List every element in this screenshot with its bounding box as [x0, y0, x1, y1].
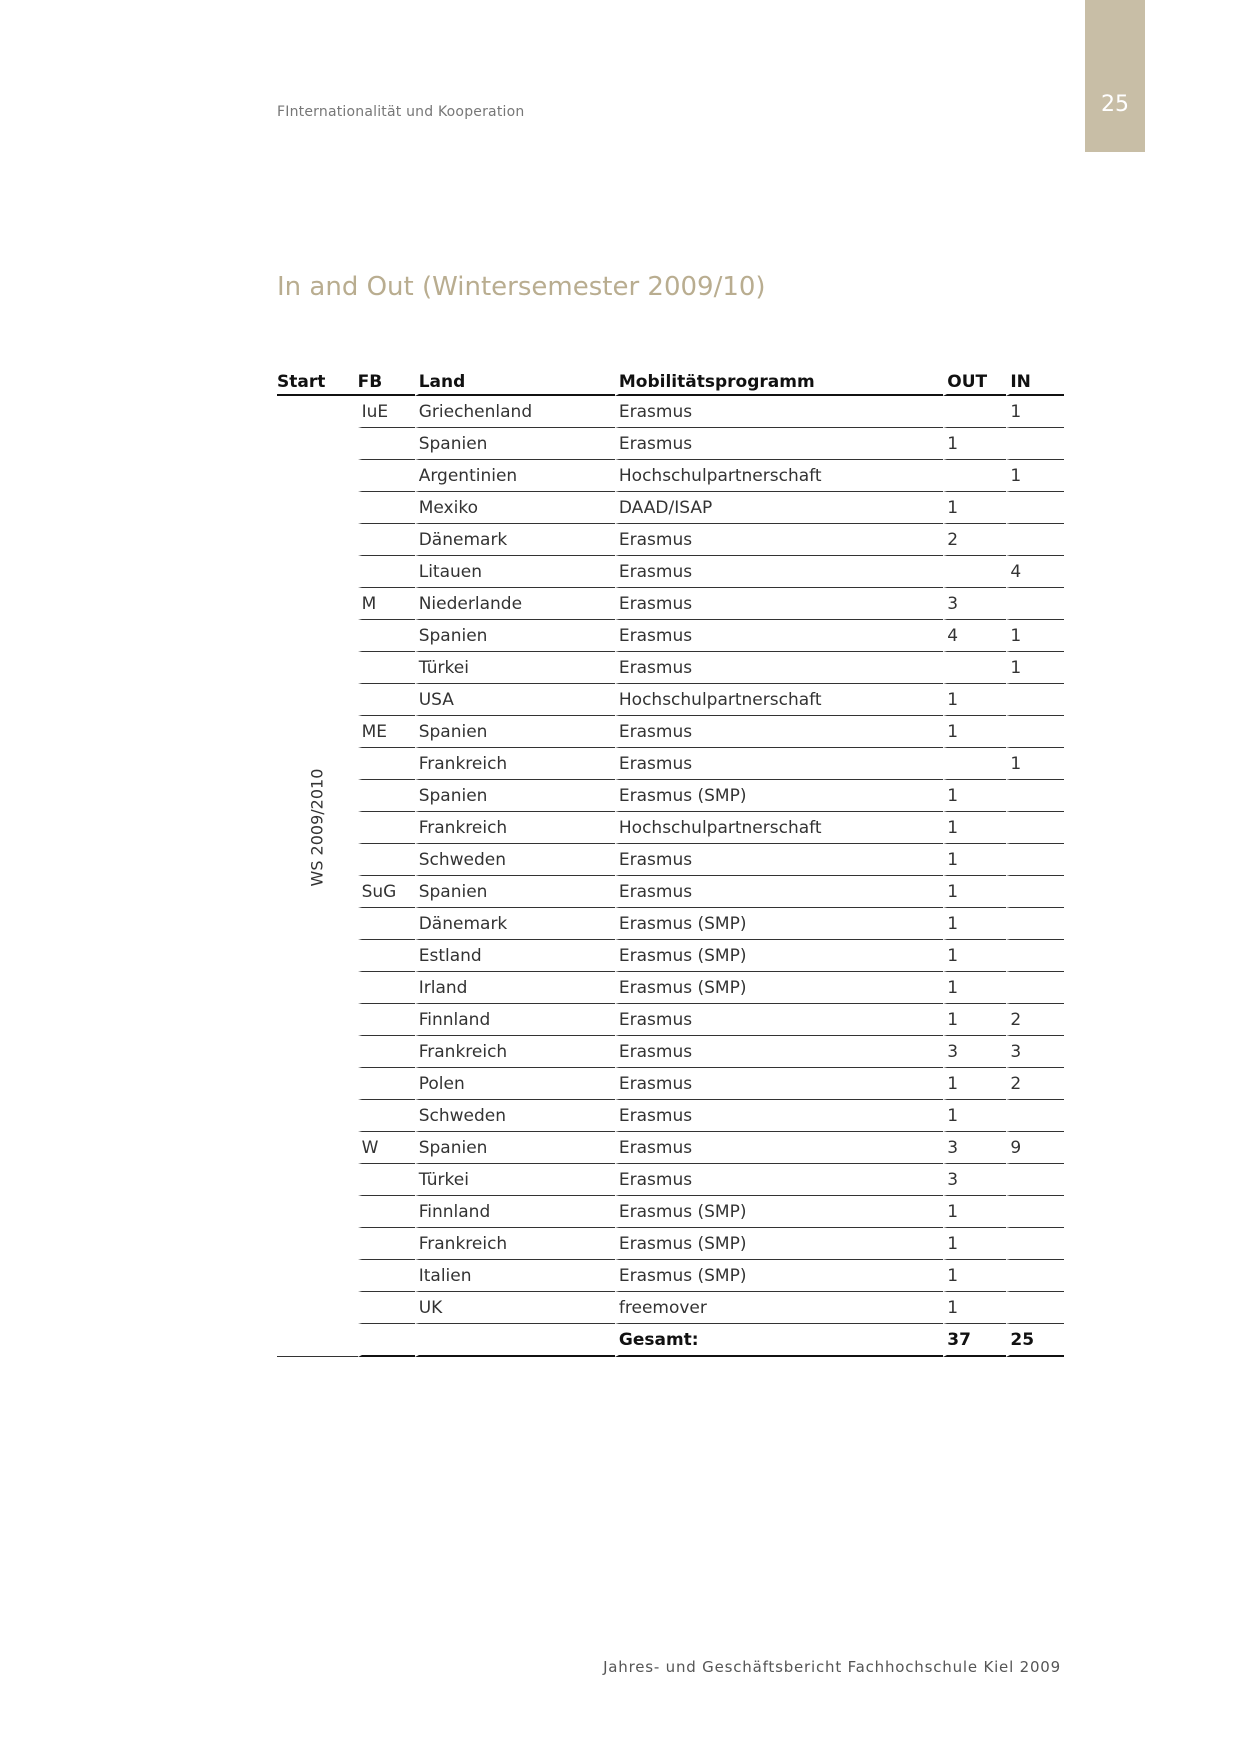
- land-cell: Griechenland: [415, 396, 615, 428]
- out-cell: 1: [943, 428, 1006, 460]
- program-cell: Hochschulpartnerschaft: [615, 460, 943, 492]
- fb-cell: [358, 460, 415, 492]
- table-row: [277, 652, 1064, 684]
- fb-cell: W: [358, 1132, 415, 1164]
- table-row: [277, 812, 1064, 844]
- out-cell: 1: [943, 844, 1006, 876]
- program-cell: Erasmus: [615, 1068, 943, 1100]
- fb-cell: [358, 972, 415, 1004]
- table-row: [277, 876, 1064, 908]
- column-header-out: OUT: [943, 362, 1006, 396]
- table-row: [277, 1132, 1064, 1164]
- fb-cell: IuE: [358, 396, 415, 428]
- in-cell: [1006, 940, 1064, 972]
- out-cell: [943, 396, 1006, 428]
- land-cell: Dänemark: [415, 524, 615, 556]
- out-cell: 1: [943, 940, 1006, 972]
- land-cell: Spanien: [415, 1132, 615, 1164]
- land-cell: Türkei: [415, 1164, 615, 1196]
- table-row: [277, 1036, 1064, 1068]
- total-out: 37: [943, 1324, 1006, 1357]
- program-cell: Hochschulpartnerschaft: [615, 684, 943, 716]
- out-cell: [943, 652, 1006, 684]
- column-header-land: Land: [415, 362, 615, 396]
- in-cell: [1006, 780, 1064, 812]
- fb-cell: [358, 844, 415, 876]
- program-cell: Erasmus: [615, 396, 943, 428]
- out-cell: [943, 460, 1006, 492]
- land-cell: Estland: [415, 940, 615, 972]
- table-row: [277, 1004, 1064, 1036]
- fb-cell: [358, 1228, 415, 1260]
- table-row: [277, 396, 1064, 428]
- in-cell: [1006, 972, 1064, 1004]
- fb-cell: [358, 940, 415, 972]
- land-cell: Frankreich: [415, 748, 615, 780]
- table-row: [277, 716, 1064, 748]
- land-cell: Niederlande: [415, 588, 615, 620]
- fb-cell: [358, 908, 415, 940]
- in-cell: [1006, 428, 1064, 460]
- in-cell: 1: [1006, 396, 1064, 428]
- out-cell: 1: [943, 1228, 1006, 1260]
- page-tab: [1085, 0, 1145, 152]
- table-body: [277, 396, 1064, 1357]
- in-cell: 1: [1006, 460, 1064, 492]
- in-cell: [1006, 1100, 1064, 1132]
- out-cell: 1: [943, 1292, 1006, 1324]
- program-cell: Erasmus: [615, 428, 943, 460]
- fb-cell: ME: [358, 716, 415, 748]
- table-row: [277, 1068, 1064, 1100]
- in-cell: [1006, 876, 1064, 908]
- in-cell: 3: [1006, 1036, 1064, 1068]
- table-row: [277, 1292, 1064, 1324]
- in-cell: [1006, 716, 1064, 748]
- total-land-cell: [415, 1324, 615, 1357]
- total-fb-cell: [358, 1324, 415, 1357]
- program-cell: Erasmus: [615, 748, 943, 780]
- page-footer: Jahres- und Geschäftsbericht Fachhochschule Kiel 2009: [603, 1658, 1061, 1676]
- fb-cell: [358, 620, 415, 652]
- running-header: FInternationalität und Kooperation: [277, 104, 525, 120]
- table-row: [277, 748, 1064, 780]
- land-cell: Argentinien: [415, 460, 615, 492]
- table-row: [277, 1196, 1064, 1228]
- out-cell: 1: [943, 1004, 1006, 1036]
- program-cell: Erasmus (SMP): [615, 780, 943, 812]
- land-cell: Spanien: [415, 876, 615, 908]
- fb-cell: [358, 684, 415, 716]
- out-cell: 3: [943, 1132, 1006, 1164]
- in-cell: [1006, 492, 1064, 524]
- land-cell: Italien: [415, 1260, 615, 1292]
- in-cell: [1006, 1196, 1064, 1228]
- table-row: [277, 588, 1064, 620]
- program-cell: Hochschulpartnerschaft: [615, 812, 943, 844]
- fb-cell: [358, 1004, 415, 1036]
- table-row: [277, 428, 1064, 460]
- land-cell: Türkei: [415, 652, 615, 684]
- fb-cell: [358, 428, 415, 460]
- fb-cell: [358, 1036, 415, 1068]
- fb-cell: [358, 1164, 415, 1196]
- land-cell: Spanien: [415, 716, 615, 748]
- out-cell: [943, 556, 1006, 588]
- table-row: [277, 1100, 1064, 1132]
- in-cell: [1006, 844, 1064, 876]
- fb-cell: [358, 780, 415, 812]
- fb-cell: [358, 524, 415, 556]
- table-row: [277, 524, 1064, 556]
- fb-cell: [358, 1260, 415, 1292]
- program-cell: Erasmus: [615, 1100, 943, 1132]
- table-row: [277, 492, 1064, 524]
- out-cell: 1: [943, 1100, 1006, 1132]
- out-cell: 1: [943, 684, 1006, 716]
- column-header-fb: FB: [358, 362, 415, 396]
- land-cell: Frankreich: [415, 1228, 615, 1260]
- table-header-row: [277, 362, 1064, 396]
- out-cell: 1: [943, 780, 1006, 812]
- table-row: [277, 940, 1064, 972]
- column-header-program: Mobilitätsprogramm: [615, 362, 943, 396]
- total-row: [277, 1324, 1064, 1357]
- program-cell: Erasmus (SMP): [615, 940, 943, 972]
- land-cell: Spanien: [415, 428, 615, 460]
- program-cell: Erasmus (SMP): [615, 1260, 943, 1292]
- out-cell: 1: [943, 876, 1006, 908]
- out-cell: 4: [943, 620, 1006, 652]
- start-cell: [277, 396, 358, 1357]
- start-semester-label: WS 2009/2010: [307, 768, 327, 886]
- in-cell: [1006, 1292, 1064, 1324]
- program-cell: Erasmus (SMP): [615, 972, 943, 1004]
- in-cell: 1: [1006, 748, 1064, 780]
- in-cell: 1: [1006, 652, 1064, 684]
- program-cell: Erasmus: [615, 876, 943, 908]
- out-cell: 3: [943, 1036, 1006, 1068]
- table-row: [277, 1228, 1064, 1260]
- land-cell: USA: [415, 684, 615, 716]
- fb-cell: [358, 748, 415, 780]
- in-cell: 4: [1006, 556, 1064, 588]
- fb-cell: [358, 1068, 415, 1100]
- land-cell: Frankreich: [415, 812, 615, 844]
- table-row: [277, 780, 1064, 812]
- column-header-start: Start: [277, 362, 358, 396]
- out-cell: 1: [943, 1196, 1006, 1228]
- table-row: [277, 1164, 1064, 1196]
- fb-cell: [358, 1196, 415, 1228]
- section-title: In and Out (Wintersemester 2009/10): [277, 272, 766, 302]
- fb-cell: SuG: [358, 876, 415, 908]
- out-cell: 1: [943, 812, 1006, 844]
- total-in: 25: [1006, 1324, 1064, 1357]
- out-cell: 1: [943, 972, 1006, 1004]
- table-row: [277, 908, 1064, 940]
- page-number: 25: [1101, 92, 1129, 117]
- total-label: Gesamt:: [615, 1324, 943, 1357]
- out-cell: 1: [943, 1260, 1006, 1292]
- in-cell: [1006, 1228, 1064, 1260]
- program-cell: Erasmus: [615, 844, 943, 876]
- program-cell: Erasmus: [615, 652, 943, 684]
- fb-cell: [358, 492, 415, 524]
- program-cell: Erasmus (SMP): [615, 1228, 943, 1260]
- out-cell: 1: [943, 492, 1006, 524]
- program-cell: Erasmus: [615, 556, 943, 588]
- in-cell: [1006, 812, 1064, 844]
- land-cell: Irland: [415, 972, 615, 1004]
- in-cell: [1006, 684, 1064, 716]
- program-cell: DAAD/ISAP: [615, 492, 943, 524]
- program-cell: Erasmus: [615, 1004, 943, 1036]
- fb-cell: [358, 812, 415, 844]
- program-cell: Erasmus: [615, 524, 943, 556]
- program-cell: Erasmus (SMP): [615, 1196, 943, 1228]
- program-cell: Erasmus: [615, 1036, 943, 1068]
- fb-cell: [358, 556, 415, 588]
- out-cell: 1: [943, 1068, 1006, 1100]
- land-cell: Frankreich: [415, 1036, 615, 1068]
- program-cell: freemover: [615, 1292, 943, 1324]
- in-cell: [1006, 1260, 1064, 1292]
- mobility-table: [277, 362, 1064, 1357]
- in-cell: 2: [1006, 1004, 1064, 1036]
- land-cell: Finnland: [415, 1196, 615, 1228]
- land-cell: Spanien: [415, 780, 615, 812]
- table-row: [277, 460, 1064, 492]
- table-row: [277, 620, 1064, 652]
- out-cell: 3: [943, 1164, 1006, 1196]
- land-cell: Polen: [415, 1068, 615, 1100]
- out-cell: 1: [943, 716, 1006, 748]
- table-row: [277, 844, 1064, 876]
- fb-cell: [358, 1292, 415, 1324]
- land-cell: Mexiko: [415, 492, 615, 524]
- land-cell: Dänemark: [415, 908, 615, 940]
- program-cell: Erasmus (SMP): [615, 908, 943, 940]
- in-cell: 9: [1006, 1132, 1064, 1164]
- program-cell: Erasmus: [615, 1132, 943, 1164]
- in-cell: [1006, 908, 1064, 940]
- land-cell: Schweden: [415, 844, 615, 876]
- fb-cell: [358, 652, 415, 684]
- program-cell: Erasmus: [615, 620, 943, 652]
- land-cell: Spanien: [415, 620, 615, 652]
- table-row: [277, 556, 1064, 588]
- land-cell: Schweden: [415, 1100, 615, 1132]
- fb-cell: M: [358, 588, 415, 620]
- out-cell: 1: [943, 908, 1006, 940]
- table-row: [277, 972, 1064, 1004]
- out-cell: 2: [943, 524, 1006, 556]
- out-cell: 3: [943, 588, 1006, 620]
- land-cell: UK: [415, 1292, 615, 1324]
- program-cell: Erasmus: [615, 716, 943, 748]
- out-cell: [943, 748, 1006, 780]
- fb-cell: [358, 1100, 415, 1132]
- in-cell: 2: [1006, 1068, 1064, 1100]
- table-row: [277, 1260, 1064, 1292]
- program-cell: Erasmus: [615, 588, 943, 620]
- land-cell: Finnland: [415, 1004, 615, 1036]
- column-header-in: IN: [1006, 362, 1064, 396]
- land-cell: Litauen: [415, 556, 615, 588]
- in-cell: [1006, 588, 1064, 620]
- table-row: [277, 684, 1064, 716]
- in-cell: [1006, 524, 1064, 556]
- program-cell: Erasmus: [615, 1164, 943, 1196]
- in-cell: [1006, 1164, 1064, 1196]
- in-cell: 1: [1006, 620, 1064, 652]
